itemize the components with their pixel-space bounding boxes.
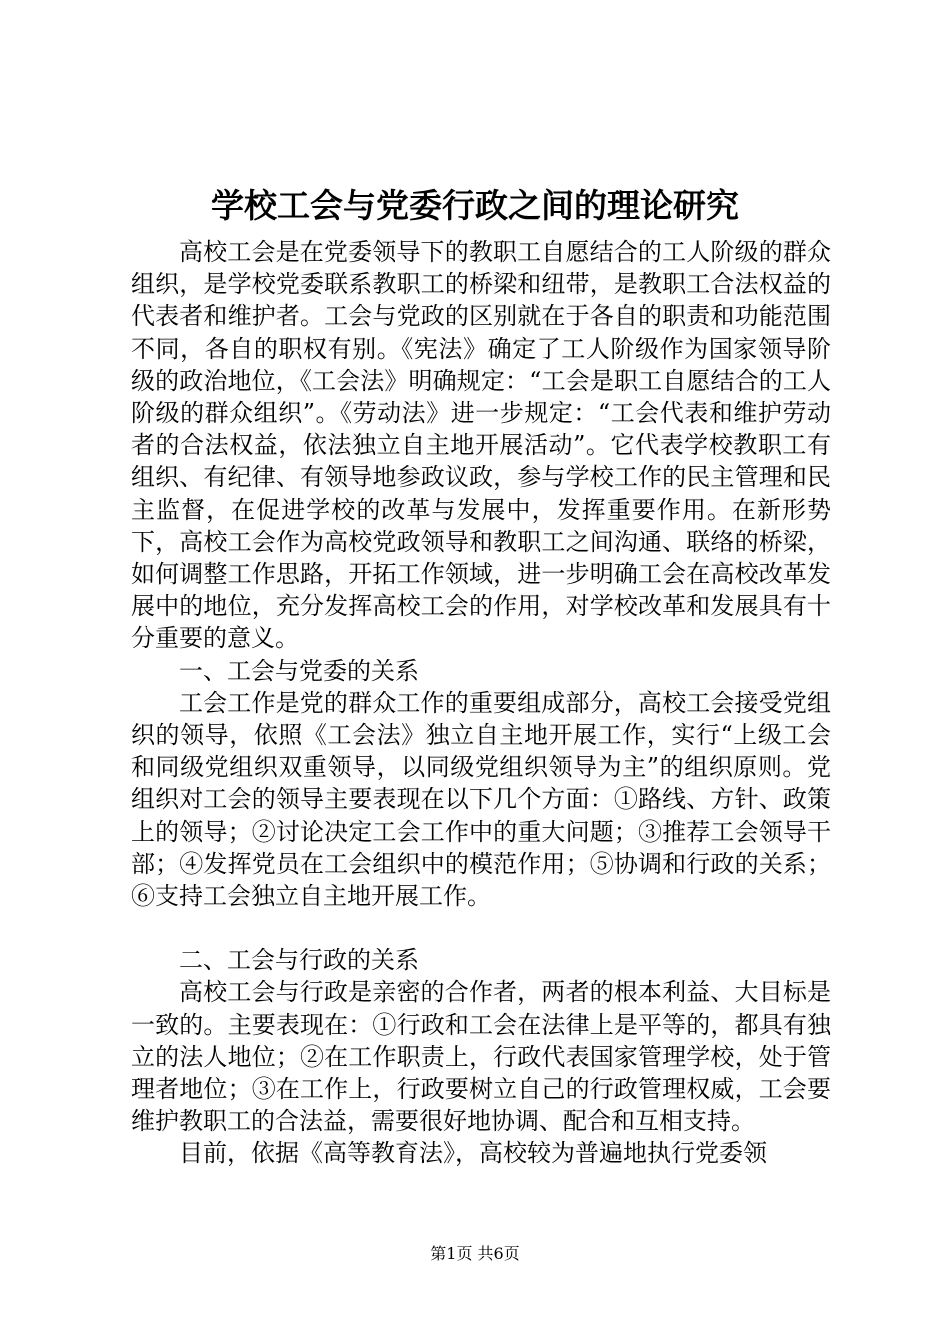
- section-heading-admin: 二、工会与行政的关系: [179, 946, 419, 975]
- paragraph-intro: 高校工会是在党委领导下的教职工自愿结合的工人阶级的群众组织，是学校党委联系教职工的桥梁和纽带，是教职工合法权益的代表者和维护者。工会与党政的区别就在于各自的职责和功能范围不同，各自的职权有别。《宪法》确定了工人阶级作为国家领导阶级的政治地位，《工会法》明确规定：“工会是职工自愿结合的工人阶级的群众组织”。《劳动法》进一步规定：“工会代表和维护劳动者的合法权益，依法独立自主地开展活动”。它代表学校教职工有组织、有纪律、有领导地参政议政，参与学校工作的民主管理和民主监督，在促进学校的改革与发展中，发挥重要作用。在新形势下，高校工会作为高校党政领导和教职工之间沟通、联络的桥梁，如何调整工作思路，开拓工作领域，进一步明确工会在高校改革发展中的地位，充分发挥高校工会的作用，对学校改革和发展具有十分重要的意义。: [131, 238, 831, 653]
- paragraph-admin-relation: 高校工会与行政是亲密的合作者，两者的根本利益、大目标是一致的。主要表现在：①行政和工会在法律上是平等的，都具有独立的法人地位；②在工作职责上，行政代表国家管理学校，处于管理者地位；③在工作上，行政要树立自己的行政管理权威，工会要维护教职工的合法益，需要很好地协调、配合和互相支持。: [131, 978, 831, 1136]
- blank-line: [131, 912, 831, 944]
- paragraph-party-relation: 工会工作是党的群众工作的重要组成部分，高校工会接受党组织的领导，依照《工会法》独立自主地开展工作，实行“上级工会和同级党组织双重领导，以同级党组织领导为主”的组织原则。党组织对工会的领导主要表现在以下几个方面：①路线、方针、政策上的领导；②讨论决定工会工作中的重大问题；③推荐工会领导干部；④发挥党员在工会组织中的模范作用；⑤协调和行政的关系；⑥支持工会独立自主地开展工作。: [131, 688, 831, 911]
- section-heading-party: 一、工会与党委的关系: [179, 656, 419, 685]
- document-body: [131, 236, 831, 1170]
- paragraph-current: 目前，依据《高等教育法》，高校较为普遍地执行党委领: [179, 1139, 767, 1168]
- document-title: 学校工会与党委行政之间的理论研究: [211, 186, 739, 225]
- page-number-footer: 第1页 共6页: [430, 1244, 520, 1263]
